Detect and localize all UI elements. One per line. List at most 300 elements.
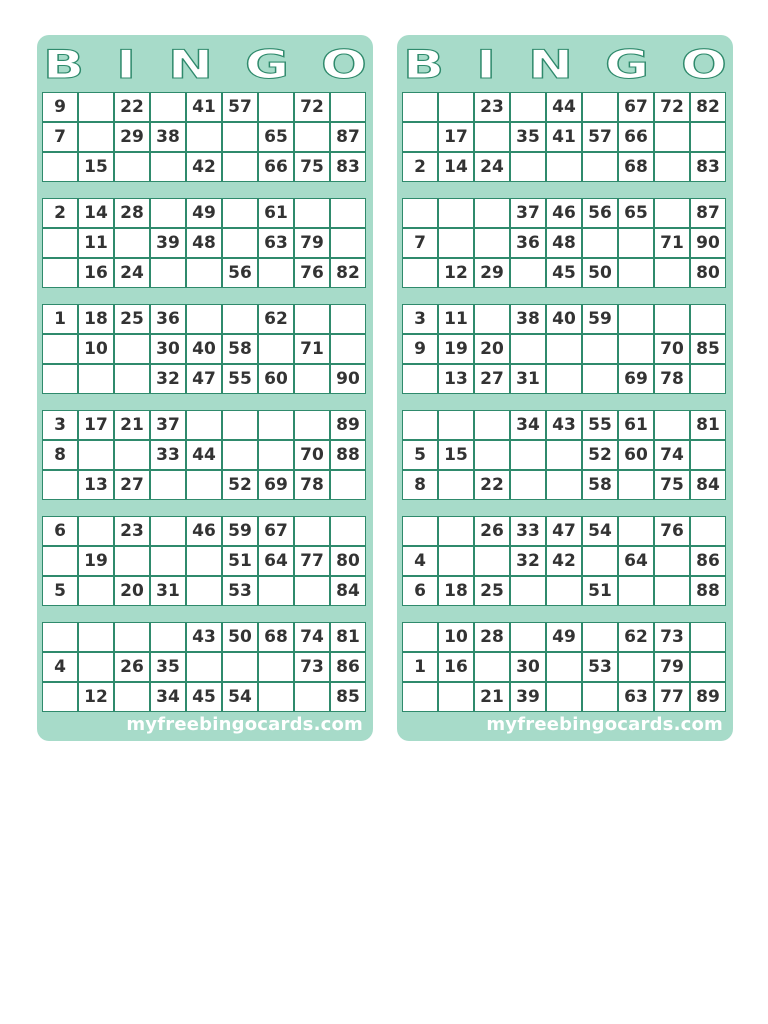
number-cell: 23	[474, 92, 510, 122]
empty-cell	[654, 152, 690, 182]
bingo-ticket	[42, 516, 366, 606]
bingo-ticket	[402, 516, 726, 606]
number-cell: 90	[690, 228, 726, 258]
empty-cell	[114, 334, 150, 364]
bingo-ticket	[402, 304, 726, 394]
empty-cell	[618, 228, 654, 258]
empty-cell	[258, 92, 294, 122]
empty-cell	[78, 364, 114, 394]
number-cell: 40	[546, 304, 582, 334]
number-cell: 5	[402, 440, 438, 470]
number-cell: 51	[222, 546, 258, 576]
empty-cell	[438, 92, 474, 122]
empty-cell	[222, 152, 258, 182]
number-cell: 50	[582, 258, 618, 288]
empty-cell	[42, 364, 78, 394]
bingo-ticket	[42, 622, 366, 712]
empty-cell	[150, 258, 186, 288]
number-cell: 58	[582, 470, 618, 500]
ticket-row	[42, 682, 366, 712]
empty-cell	[42, 258, 78, 288]
empty-cell	[186, 304, 222, 334]
number-cell: 79	[654, 652, 690, 682]
empty-cell	[258, 682, 294, 712]
empty-cell	[402, 92, 438, 122]
empty-cell	[186, 122, 222, 152]
number-cell: 30	[150, 334, 186, 364]
empty-cell	[654, 576, 690, 606]
number-cell: 54	[582, 516, 618, 546]
empty-cell	[294, 364, 330, 394]
number-cell: 8	[402, 470, 438, 500]
number-cell: 44	[546, 92, 582, 122]
empty-cell	[150, 546, 186, 576]
empty-cell	[78, 440, 114, 470]
number-cell: 11	[78, 228, 114, 258]
empty-cell	[330, 304, 366, 334]
ticket-row	[42, 228, 366, 258]
number-cell: 44	[186, 440, 222, 470]
ticket-row	[402, 258, 726, 288]
number-cell: 48	[546, 228, 582, 258]
number-cell: 60	[258, 364, 294, 394]
number-cell: 25	[474, 576, 510, 606]
number-cell: 86	[690, 546, 726, 576]
number-cell: 56	[582, 198, 618, 228]
number-cell: 83	[690, 152, 726, 182]
ticket-row	[42, 652, 366, 682]
bingo-ticket	[402, 410, 726, 500]
empty-cell	[294, 516, 330, 546]
ticket-row	[42, 122, 366, 152]
number-cell: 2	[402, 152, 438, 182]
number-cell: 77	[654, 682, 690, 712]
number-cell: 28	[474, 622, 510, 652]
ticket-row	[402, 470, 726, 500]
number-cell: 47	[186, 364, 222, 394]
empty-cell	[330, 228, 366, 258]
number-cell: 14	[438, 152, 474, 182]
empty-cell	[186, 576, 222, 606]
empty-cell	[330, 334, 366, 364]
number-cell: 86	[330, 652, 366, 682]
empty-cell	[582, 622, 618, 652]
number-cell: 77	[294, 546, 330, 576]
bingo-ticket	[42, 198, 366, 288]
number-cell: 82	[690, 92, 726, 122]
number-cell: 69	[618, 364, 654, 394]
number-cell: 50	[222, 622, 258, 652]
number-cell: 4	[42, 652, 78, 682]
number-cell: 19	[438, 334, 474, 364]
number-cell: 29	[114, 122, 150, 152]
bingo-ticket	[42, 304, 366, 394]
number-cell: 12	[78, 682, 114, 712]
ticket-row	[402, 576, 726, 606]
number-cell: 62	[618, 622, 654, 652]
empty-cell	[114, 622, 150, 652]
empty-cell	[150, 516, 186, 546]
empty-cell	[222, 410, 258, 440]
empty-cell	[510, 258, 546, 288]
number-cell: 26	[474, 516, 510, 546]
number-cell: 79	[294, 228, 330, 258]
number-cell: 41	[546, 122, 582, 152]
empty-cell	[474, 546, 510, 576]
number-cell: 85	[690, 334, 726, 364]
ticket-row	[42, 470, 366, 500]
empty-cell	[438, 228, 474, 258]
empty-cell	[222, 304, 258, 334]
site-footer: myfreebingocards.com	[126, 714, 363, 735]
bingo-ticket	[402, 622, 726, 712]
number-cell: 36	[150, 304, 186, 334]
empty-cell	[474, 304, 510, 334]
empty-cell	[510, 576, 546, 606]
number-cell: 65	[258, 122, 294, 152]
empty-cell	[582, 152, 618, 182]
title-letter-o: O	[681, 41, 727, 88]
bingo-ticket	[402, 92, 726, 182]
number-cell: 42	[546, 546, 582, 576]
empty-cell	[330, 92, 366, 122]
empty-cell	[582, 228, 618, 258]
empty-cell	[510, 440, 546, 470]
number-cell: 64	[258, 546, 294, 576]
number-cell: 56	[222, 258, 258, 288]
number-cell: 85	[330, 682, 366, 712]
ticket-row	[42, 258, 366, 288]
empty-cell	[582, 92, 618, 122]
empty-cell	[510, 622, 546, 652]
empty-cell	[330, 470, 366, 500]
ticket-row	[402, 304, 726, 334]
title-letter-o: O	[321, 41, 367, 88]
number-cell: 63	[618, 682, 654, 712]
number-cell: 57	[582, 122, 618, 152]
number-cell: 66	[618, 122, 654, 152]
number-cell: 32	[510, 546, 546, 576]
empty-cell	[294, 576, 330, 606]
number-cell: 88	[690, 576, 726, 606]
ticket-row	[42, 410, 366, 440]
empty-cell	[222, 440, 258, 470]
number-cell: 25	[114, 304, 150, 334]
number-cell: 74	[294, 622, 330, 652]
number-cell: 80	[690, 258, 726, 288]
number-cell: 75	[294, 152, 330, 182]
bingo-ticket	[42, 92, 366, 182]
empty-cell	[546, 152, 582, 182]
empty-cell	[258, 440, 294, 470]
empty-cell	[474, 410, 510, 440]
number-cell: 7	[42, 122, 78, 152]
title-letter-g: G	[604, 41, 650, 88]
ticket-row	[402, 364, 726, 394]
number-cell: 88	[330, 440, 366, 470]
number-cell: 39	[510, 682, 546, 712]
number-cell: 6	[42, 516, 78, 546]
empty-cell	[546, 440, 582, 470]
ticket-row	[402, 652, 726, 682]
number-cell: 73	[294, 652, 330, 682]
number-cell: 71	[654, 228, 690, 258]
empty-cell	[222, 198, 258, 228]
number-cell: 76	[654, 516, 690, 546]
empty-cell	[690, 652, 726, 682]
ticket-row	[402, 440, 726, 470]
empty-cell	[618, 258, 654, 288]
empty-cell	[222, 122, 258, 152]
empty-cell	[438, 198, 474, 228]
empty-cell	[114, 152, 150, 182]
empty-cell	[402, 410, 438, 440]
empty-cell	[42, 334, 78, 364]
empty-cell	[150, 152, 186, 182]
empty-cell	[294, 410, 330, 440]
number-cell: 5	[42, 576, 78, 606]
bingo-title	[41, 41, 369, 89]
number-cell: 43	[546, 410, 582, 440]
bingo-ticket	[42, 410, 366, 500]
empty-cell	[582, 364, 618, 394]
number-cell: 81	[330, 622, 366, 652]
empty-cell	[510, 470, 546, 500]
number-cell: 89	[690, 682, 726, 712]
title-letter-b: B	[43, 41, 85, 88]
number-cell: 68	[618, 152, 654, 182]
number-cell: 16	[438, 652, 474, 682]
number-cell: 78	[294, 470, 330, 500]
empty-cell	[42, 682, 78, 712]
empty-cell	[690, 440, 726, 470]
ticket-row	[402, 516, 726, 546]
ticket-row	[42, 622, 366, 652]
empty-cell	[78, 92, 114, 122]
empty-cell	[690, 304, 726, 334]
ticket-row	[402, 152, 726, 182]
number-cell: 66	[258, 152, 294, 182]
number-cell: 90	[330, 364, 366, 394]
empty-cell	[258, 576, 294, 606]
number-cell: 20	[474, 334, 510, 364]
number-cell: 3	[42, 410, 78, 440]
ticket-row	[402, 228, 726, 258]
number-cell: 23	[114, 516, 150, 546]
number-cell: 9	[402, 334, 438, 364]
number-cell: 59	[582, 304, 618, 334]
number-cell: 33	[510, 516, 546, 546]
number-cell: 62	[258, 304, 294, 334]
empty-cell	[78, 576, 114, 606]
empty-cell	[474, 652, 510, 682]
number-cell: 27	[114, 470, 150, 500]
number-cell: 39	[150, 228, 186, 258]
empty-cell	[546, 364, 582, 394]
number-cell: 67	[258, 516, 294, 546]
empty-cell	[78, 122, 114, 152]
number-cell: 57	[222, 92, 258, 122]
number-cell: 65	[618, 198, 654, 228]
empty-cell	[42, 546, 78, 576]
empty-cell	[150, 470, 186, 500]
number-cell: 32	[150, 364, 186, 394]
number-cell: 8	[42, 440, 78, 470]
empty-cell	[402, 682, 438, 712]
number-cell: 38	[510, 304, 546, 334]
number-cell: 55	[222, 364, 258, 394]
number-cell: 81	[690, 410, 726, 440]
number-cell: 89	[330, 410, 366, 440]
empty-cell	[690, 622, 726, 652]
empty-cell	[402, 198, 438, 228]
number-cell: 7	[402, 228, 438, 258]
empty-cell	[654, 410, 690, 440]
title-letter-i: I	[115, 41, 137, 88]
number-cell: 58	[222, 334, 258, 364]
empty-cell	[42, 622, 78, 652]
empty-cell	[474, 122, 510, 152]
empty-cell	[438, 546, 474, 576]
number-cell: 55	[582, 410, 618, 440]
empty-cell	[222, 652, 258, 682]
number-cell: 71	[294, 334, 330, 364]
title-letter-b: B	[403, 41, 445, 88]
number-cell: 35	[510, 122, 546, 152]
empty-cell	[618, 334, 654, 364]
number-cell: 46	[546, 198, 582, 228]
ticket-row	[42, 364, 366, 394]
empty-cell	[546, 334, 582, 364]
empty-cell	[114, 682, 150, 712]
number-cell: 18	[78, 304, 114, 334]
empty-cell	[654, 258, 690, 288]
number-cell: 21	[114, 410, 150, 440]
number-cell: 31	[510, 364, 546, 394]
title-letter-n: N	[167, 41, 214, 88]
empty-cell	[402, 258, 438, 288]
empty-cell	[42, 152, 78, 182]
ticket-row	[402, 334, 726, 364]
number-cell: 47	[546, 516, 582, 546]
empty-cell	[510, 92, 546, 122]
empty-cell	[474, 440, 510, 470]
number-cell: 10	[438, 622, 474, 652]
site-footer: myfreebingocards.com	[486, 714, 723, 735]
empty-cell	[510, 152, 546, 182]
number-cell: 37	[150, 410, 186, 440]
empty-cell	[474, 228, 510, 258]
number-cell: 31	[150, 576, 186, 606]
empty-cell	[294, 122, 330, 152]
empty-cell	[438, 516, 474, 546]
empty-cell	[546, 470, 582, 500]
title-letter-n: N	[527, 41, 574, 88]
empty-cell	[114, 546, 150, 576]
empty-cell	[690, 516, 726, 546]
number-cell: 75	[654, 470, 690, 500]
bingo-strip-right	[397, 35, 733, 741]
number-cell: 73	[654, 622, 690, 652]
number-cell: 59	[222, 516, 258, 546]
ticket-row	[42, 576, 366, 606]
number-cell: 6	[402, 576, 438, 606]
number-cell: 76	[294, 258, 330, 288]
empty-cell	[654, 122, 690, 152]
number-cell: 43	[186, 622, 222, 652]
number-cell: 1	[402, 652, 438, 682]
ticket-row	[42, 440, 366, 470]
number-cell: 40	[186, 334, 222, 364]
empty-cell	[78, 516, 114, 546]
number-cell: 18	[438, 576, 474, 606]
number-cell: 68	[258, 622, 294, 652]
empty-cell	[474, 198, 510, 228]
empty-cell	[618, 304, 654, 334]
number-cell: 14	[78, 198, 114, 228]
number-cell: 29	[474, 258, 510, 288]
number-cell: 61	[258, 198, 294, 228]
empty-cell	[438, 470, 474, 500]
empty-cell	[618, 470, 654, 500]
empty-cell	[546, 682, 582, 712]
number-cell: 46	[186, 516, 222, 546]
empty-cell	[438, 410, 474, 440]
ticket-stack	[402, 92, 726, 712]
ticket-row	[402, 546, 726, 576]
number-cell: 30	[510, 652, 546, 682]
number-cell: 13	[78, 470, 114, 500]
number-cell: 45	[186, 682, 222, 712]
number-cell: 15	[78, 152, 114, 182]
number-cell: 74	[654, 440, 690, 470]
ticket-row	[42, 516, 366, 546]
number-cell: 4	[402, 546, 438, 576]
number-cell: 16	[78, 258, 114, 288]
number-cell: 49	[186, 198, 222, 228]
number-cell: 17	[78, 410, 114, 440]
empty-cell	[114, 440, 150, 470]
empty-cell	[582, 682, 618, 712]
ticket-row	[402, 622, 726, 652]
number-cell: 27	[474, 364, 510, 394]
number-cell: 87	[330, 122, 366, 152]
ticket-row	[402, 410, 726, 440]
empty-cell	[402, 364, 438, 394]
empty-cell	[402, 622, 438, 652]
empty-cell	[654, 546, 690, 576]
number-cell: 84	[690, 470, 726, 500]
empty-cell	[258, 652, 294, 682]
empty-cell	[690, 364, 726, 394]
ticket-row	[42, 198, 366, 228]
number-cell: 53	[582, 652, 618, 682]
number-cell: 67	[618, 92, 654, 122]
number-cell: 87	[690, 198, 726, 228]
number-cell: 15	[438, 440, 474, 470]
empty-cell	[330, 516, 366, 546]
number-cell: 12	[438, 258, 474, 288]
empty-cell	[546, 652, 582, 682]
number-cell: 80	[330, 546, 366, 576]
empty-cell	[186, 470, 222, 500]
empty-cell	[546, 576, 582, 606]
number-cell: 49	[546, 622, 582, 652]
number-cell: 37	[510, 198, 546, 228]
number-cell: 22	[474, 470, 510, 500]
empty-cell	[186, 546, 222, 576]
empty-cell	[654, 198, 690, 228]
